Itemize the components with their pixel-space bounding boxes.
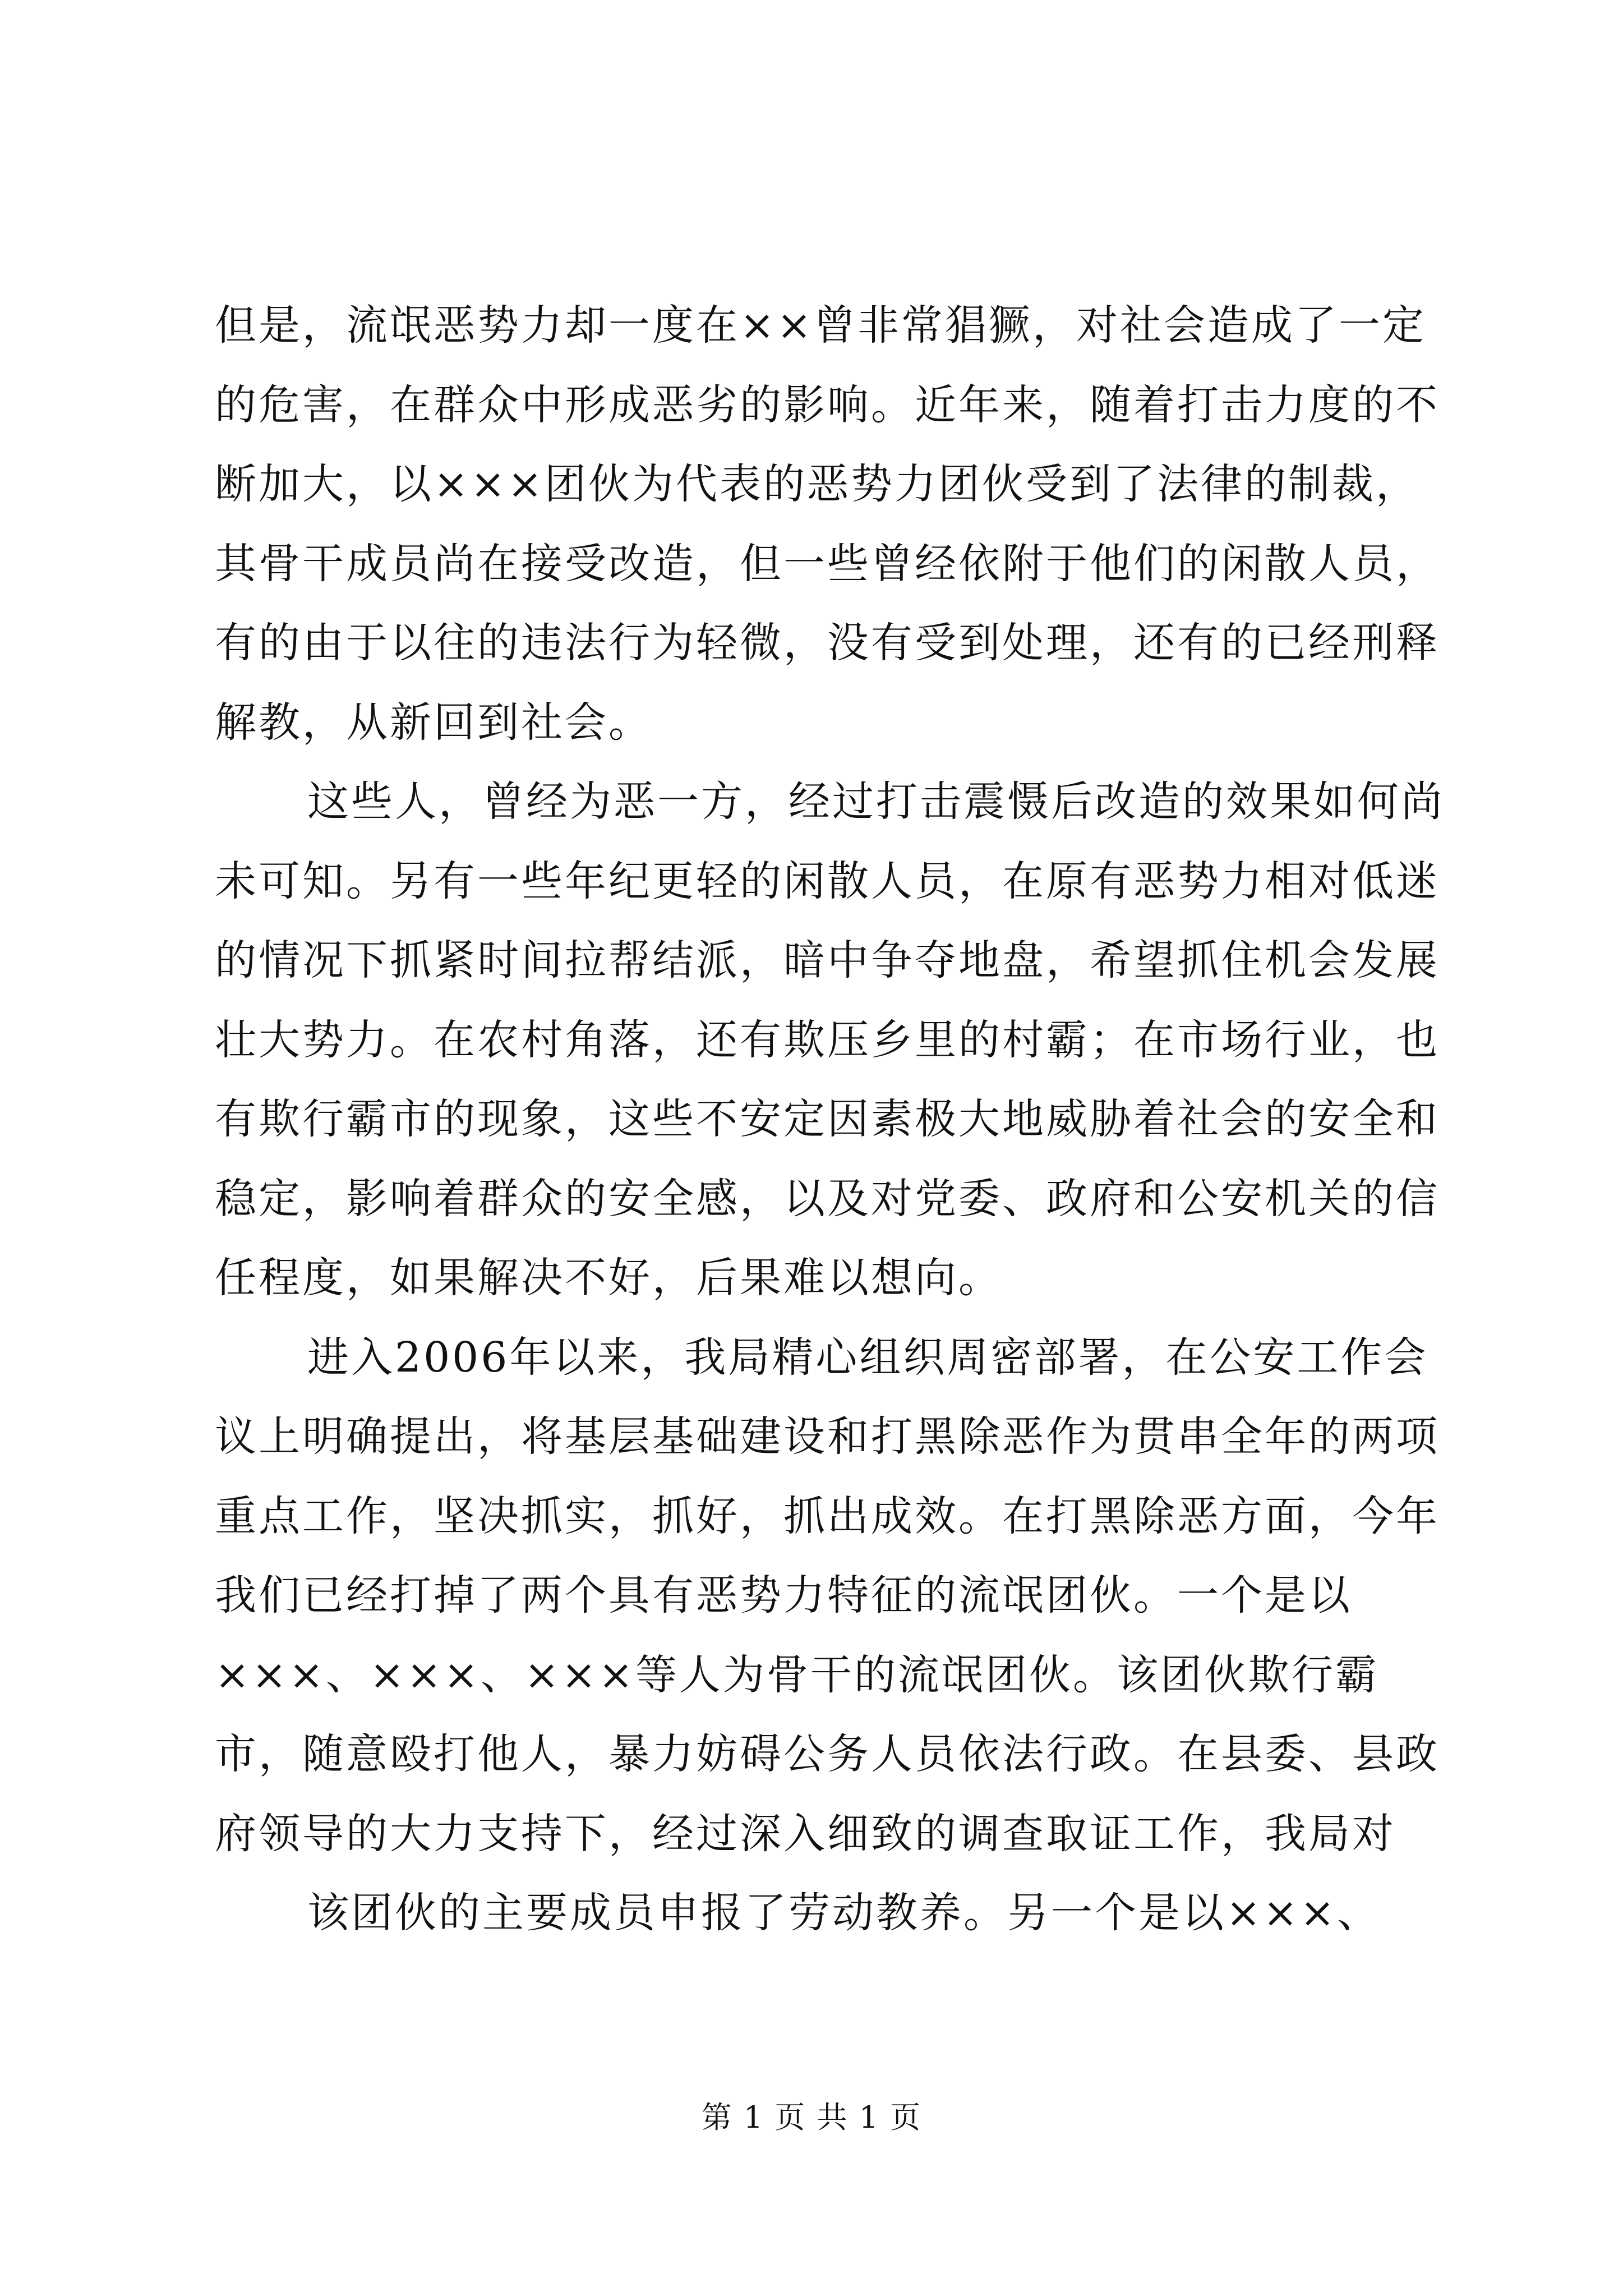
text-line: 断加大，以×××团伙为代表的恶势力团伙受到了法律的制裁， (215, 460, 1420, 508)
text-line: 重点工作，坚决抓实，抓好，抓出成效。在打黑除恶方面，今年 (215, 1492, 1440, 1540)
text-line: 议上明确提出，将基层基础建设和打黑除恶作为贯串全年的两项 (215, 1412, 1440, 1461)
text-line: 解教，从新回到社会。 (215, 698, 652, 747)
text-line: 任程度，如果解决不好，后果难以想向。 (215, 1254, 1002, 1302)
text-line: 未可知。另有一些年纪更轻的闲散人员，在原有恶势力相对低迷 (215, 857, 1440, 905)
document-body (215, 286, 1445, 1953)
text-line: 进入2006年以来，我局精心组织周密部署，在公安工作会 (307, 1333, 1428, 1382)
text-line: 但是，流氓恶势力却一度在××曾非常猖獗，对社会造成了一定 (215, 301, 1427, 349)
text-line: 的情况下抓紧时间拉帮结派，暗中争夺地盘，希望抓住机会发展 (215, 936, 1440, 984)
text-line: ×××、×××、×××等人为骨干的流氓团伙。该团伙欺行霸 (215, 1650, 1380, 1699)
text-line: 我们已经打掉了两个具有恶势力特征的流氓团伙。一个是以 (215, 1571, 1352, 1619)
text-line: 有欺行霸市的现象，这些不安定因素极大地威胁着社会的安全和 (215, 1095, 1440, 1143)
text-line: 其骨干成员尚在接受改造，但一些曾经依附于他们的闲散人员， (215, 539, 1440, 588)
text-line: 这些人，曾经为恶一方，经过打击震慑后改造的效果如何尚 (307, 777, 1445, 826)
text-line: 市，随意殴打他人，暴力妨碍公务人员依法行政。在县委、县政 (215, 1730, 1440, 1778)
text-line: 稳定，影响着群众的安全感，以及对党委、政府和公安机关的信 (215, 1174, 1440, 1223)
text-line: 府领导的大力支持下，经过深入细致的调查取证工作，我局对 (215, 1809, 1396, 1858)
text-line: 有的由于以往的违法行为轻微，没有受到处理，还有的已经刑释 (215, 619, 1440, 667)
text-line: 的危害，在群众中形成恶劣的影响。近年来，随着打击力度的不 (215, 380, 1440, 429)
text-line: 该团伙的主要成员申报了劳动教养。另一个是以×××、 (307, 1889, 1381, 1937)
text-line: 壮大势力。在农村角落，还有欺压乡里的村霸；在市场行业，也 (215, 1015, 1440, 1064)
page-footer: 第 1 页 共 1 页 (701, 2100, 922, 2135)
